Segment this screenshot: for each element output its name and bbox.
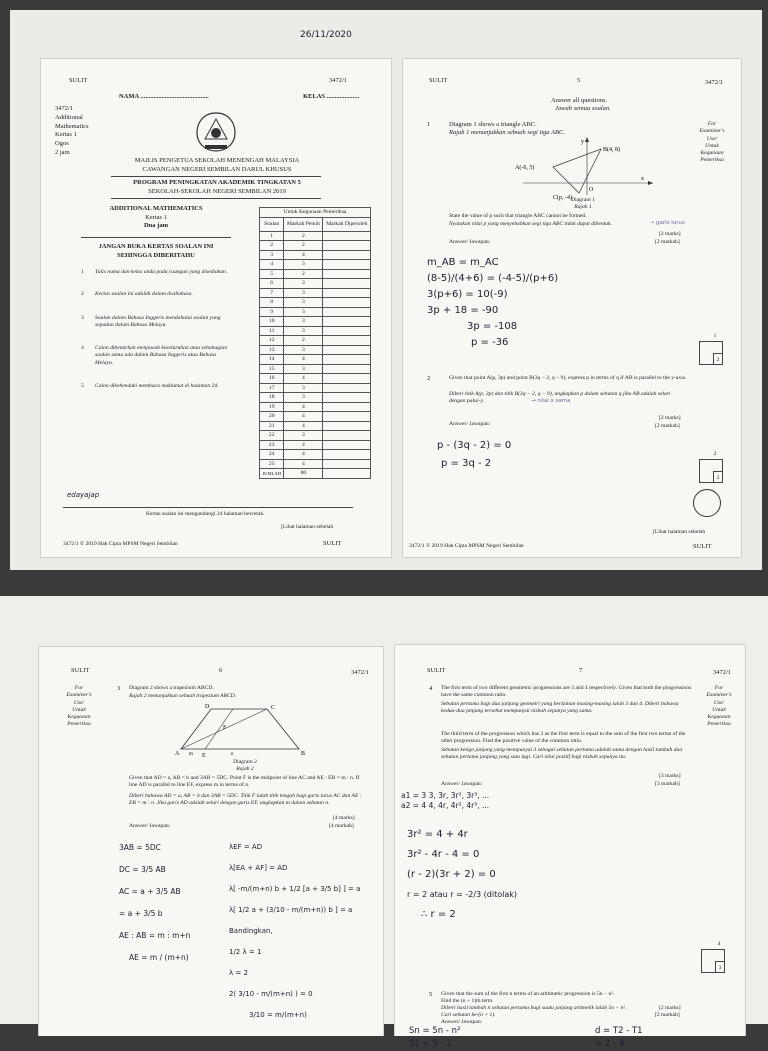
obtained-mark-cell bbox=[323, 459, 371, 469]
answer-label: Answer/ Jawapan: bbox=[441, 1019, 483, 1025]
subject-title: ADDITIONAL MATHEMATICS bbox=[109, 205, 203, 212]
question-number-cell: 25 bbox=[260, 459, 284, 469]
question-number-cell: 8 bbox=[260, 298, 284, 308]
q4-text: The first term of two different geometric progressions are 3 and 4 respectively. Given that both the progressions have the same common ratio. bbox=[441, 685, 692, 699]
obtained-mark-cell bbox=[323, 279, 371, 289]
divider bbox=[81, 237, 231, 238]
point-c-label: C(p, -4) bbox=[553, 195, 572, 201]
q4-working: 3r² = 4 + 4r 3r² - 4r - 4 = 0 (r - 2)(3r + 2) = 0 r = 2 atau r = -2/3 (ditolak) ∴ r = 2 bbox=[407, 829, 517, 920]
question-number: 1 bbox=[427, 121, 431, 128]
full-mark-cell: 4 bbox=[284, 459, 323, 469]
question-number-cell: 24 bbox=[260, 450, 284, 460]
point-f-label: F bbox=[223, 725, 227, 731]
question-number-cell: 5 bbox=[260, 269, 284, 279]
q3-marks: [4 marks] bbox=[333, 815, 355, 821]
obtained-mark-cell bbox=[323, 364, 371, 374]
table-total-label: JUMLAH bbox=[260, 469, 284, 479]
obtained-mark-cell bbox=[323, 431, 371, 441]
question-number-cell: 1 bbox=[260, 231, 284, 241]
question-number-cell: 13 bbox=[260, 345, 284, 355]
obtained-mark-cell bbox=[323, 307, 371, 317]
examiner-use-column: For Examiner's Use/ Untuk Kegunaan Pemeriksa bbox=[699, 121, 725, 164]
q5-text-2: Find the (n + 1)th term. bbox=[441, 998, 494, 1004]
obtained-mark-cell bbox=[323, 250, 371, 260]
axis-x-label: x bbox=[641, 176, 644, 182]
q4-box-number: 4 bbox=[717, 941, 721, 947]
page-5 bbox=[402, 58, 742, 558]
table-row bbox=[260, 317, 371, 327]
page-number: 6 bbox=[219, 667, 223, 674]
ratio-m-label: m bbox=[189, 752, 193, 757]
point-b-label: B(4, 8) bbox=[603, 147, 620, 153]
table-row bbox=[260, 298, 371, 308]
paper-info: 3472/1 Additional Mathematics Kertas 1 Ogos 2 jam bbox=[55, 105, 89, 156]
table-row bbox=[260, 307, 371, 317]
point-e-label: E bbox=[202, 753, 206, 759]
examiner-use-column: For Examiner's Use/ Untuk Kegunaan Pemeriksa bbox=[706, 685, 732, 728]
q1-markah: [2 markah] bbox=[655, 239, 680, 245]
table-row bbox=[260, 440, 371, 450]
copyright: 3472/1 © 2019 Hak Cipta MPSM Negeri Sembilan bbox=[63, 541, 178, 547]
ratio-n-label: n bbox=[231, 752, 234, 757]
full-mark-cell: 3 bbox=[284, 383, 323, 393]
question-number-cell: 16 bbox=[260, 374, 284, 384]
q5-marks: [2 marks] bbox=[659, 1005, 681, 1011]
q3-working-right: λEF = AD λ[EA + AF] = AD λ[ -m/(m+n) b + 1/2 [a + 3/5 b] ] = a λ[ 1/2 a + (3/10 - m/(m+n)) b ] = a Bandingkan, 1/2 λ = 1 λ = 2 2( 3/10 - m/(m+n) ) = 0 3/10 = m/(m+n) bbox=[229, 843, 361, 1019]
sulit-label: SULIT bbox=[323, 540, 342, 547]
question-number: 2 bbox=[427, 375, 431, 382]
q5-working-right: d = T2 - T1 = 2 - 4 bbox=[595, 1026, 643, 1049]
table-row bbox=[260, 260, 371, 270]
col-header: Markah Diperoleh bbox=[323, 217, 371, 231]
obtained-mark-cell bbox=[323, 412, 371, 422]
bottom-scanned-sheet bbox=[0, 596, 768, 1049]
full-mark-cell: 2 bbox=[284, 231, 323, 241]
divider bbox=[111, 176, 321, 177]
kertas-label: Kertas 1 bbox=[145, 214, 167, 221]
q4-text-bm: Sebutan pertama bagi dua janjang geometri yang berlainan masing-masing ialah 3 dan 4. Diberi bahawa kedua-dua janjang tersebut mempunyai nisbah sepunya yang sama. bbox=[441, 701, 679, 715]
examiner-use-column: For Examiner's Use/ Untuk Kegunaan Pemeriksa bbox=[66, 685, 92, 728]
question-number: 5 bbox=[429, 991, 433, 998]
question-number-cell: 22 bbox=[260, 431, 284, 441]
question-number-cell: 3 bbox=[260, 250, 284, 260]
instruction-item: 1 Tulis nama dan kelas anda pada ruangan yang disediakan. bbox=[81, 269, 228, 275]
table-row bbox=[260, 459, 371, 469]
q1-box-number: 1 bbox=[713, 333, 717, 339]
question-number-cell: 17 bbox=[260, 383, 284, 393]
divider bbox=[111, 198, 321, 199]
q3-text: Diagram 2 shows a trapezium ABCD. bbox=[129, 685, 214, 691]
obtained-mark-cell bbox=[323, 374, 371, 384]
full-mark-cell: 4 bbox=[284, 450, 323, 460]
full-mark-cell: 4 bbox=[284, 440, 323, 450]
answer-all: Answer all questions. bbox=[551, 97, 608, 104]
q2-handwritten-note: → nilai x sama bbox=[531, 398, 571, 404]
table-cell bbox=[323, 469, 371, 479]
q3-given-bm: Diberi bahawa AD = a, AB = b dan 3AB = 5DC. Titik F ialah titik tengah bagi garis lurus AC dan AE : EB = m : n. Jika garis AD adalah selari dengan garis EF, ungkapkan m dalam sebutan n. bbox=[129, 793, 362, 807]
paper-code: 3472/1 bbox=[351, 669, 370, 676]
jawab-semua: Jawab semua soalan. bbox=[555, 105, 611, 112]
paper-code: 3472/1 bbox=[713, 669, 732, 676]
q5-markah: [2 markah] bbox=[655, 1012, 680, 1018]
full-mark-cell: 3 bbox=[284, 288, 323, 298]
obtained-mark-cell bbox=[323, 231, 371, 241]
page-number: 7 bbox=[579, 667, 583, 674]
q2-score-mark: 2 bbox=[713, 471, 723, 483]
org-name-2: CAWANGAN NEGERI SEMBILAN DARUL KHUSUS bbox=[142, 166, 292, 173]
duration-label: Dua jam bbox=[143, 222, 168, 229]
sulit-label: SULIT bbox=[427, 667, 446, 674]
full-mark-cell: 2 bbox=[284, 241, 323, 251]
q2-text: Given that point A(p, 3p) and point B(3q − 2, q − 9), express p in terms of q if AB is parallel to the y-axis. bbox=[449, 375, 687, 381]
q2-working: p - (3q - 2) = 0 p = 3q - 2 bbox=[437, 440, 512, 469]
q4-text-2-bm: Sebutan ketiga janjang yang mempunyai 3 sebagai sebutan pertama adalah sama dengan hasil tambah dua sebutan pertama janjang yang satu lagi. Cari nilai positif bagi nisbah sepunya itu. bbox=[441, 747, 683, 761]
signature: edayajap bbox=[67, 491, 100, 499]
q1-instruction: State the value of p such that triangle ABC cannot be formed. bbox=[449, 213, 587, 219]
full-mark-cell: 3 bbox=[284, 317, 323, 327]
divider bbox=[63, 507, 353, 508]
instruction-item: 5 Calon dikehendaki membaca maklumat di halaman 24. bbox=[81, 382, 219, 389]
obtained-mark-cell bbox=[323, 450, 371, 460]
q3-text-bm: Rajah 2 menunjukkan sebuah trapezium ABCD. bbox=[129, 693, 237, 699]
answer-label: Answer/ Jawapan: bbox=[449, 421, 491, 427]
full-mark-cell: 4 bbox=[284, 412, 323, 422]
full-mark-cell: 2 bbox=[284, 336, 323, 346]
table-row bbox=[260, 345, 371, 355]
sulit-label: SULIT bbox=[69, 77, 88, 84]
q1-text-bm: Rajah 1 menunjukkan sebuah segi tiga ABC. bbox=[449, 129, 565, 136]
table-row bbox=[260, 288, 371, 298]
q1-marks: [2 marks] bbox=[659, 231, 681, 237]
q4-marks: [3 marks] bbox=[659, 773, 681, 779]
question-number: 3 bbox=[117, 685, 121, 692]
q1-text: Diagram 1 shows a triangle ABC. bbox=[449, 121, 537, 128]
turn-over-note: [Lihat halaman sebelah bbox=[281, 524, 334, 530]
instruction-list bbox=[81, 269, 231, 390]
table-row bbox=[260, 383, 371, 393]
question-number: 4 bbox=[429, 685, 433, 692]
diagram-caption: Diagram 1 Rajah 1 bbox=[571, 197, 595, 211]
q4-markah: [3 markah] bbox=[655, 781, 680, 787]
vertex-d-label: D bbox=[205, 704, 210, 710]
table-row bbox=[260, 421, 371, 431]
table-row bbox=[260, 450, 371, 460]
table-row bbox=[260, 336, 371, 346]
paper-code: 3472/1 bbox=[329, 77, 348, 84]
obtained-mark-cell bbox=[323, 317, 371, 327]
question-number-cell: 10 bbox=[260, 317, 284, 327]
kelas-field: KELAS .................... bbox=[303, 93, 360, 100]
col-header: Soalan bbox=[260, 217, 284, 231]
question-number-cell: 4 bbox=[260, 260, 284, 270]
obtained-mark-cell bbox=[323, 440, 371, 450]
table-row bbox=[260, 393, 371, 403]
page-count-note: Kertas soalan ini mengandungi 24 halaman bercetak. bbox=[146, 511, 265, 517]
copyright: 3472/1 © 2019 Hak Cipta MPSM Negeri Sembilan bbox=[409, 543, 524, 549]
obtained-mark-cell bbox=[323, 288, 371, 298]
q3-given: Given that AD = a, AB = b and 3AB = 5DC. Point F is the midpoint of line AC and AE : EB = m : n. If line AD is parallel to line EF, express m in terms of n. bbox=[129, 775, 360, 789]
table-total-value: 80 bbox=[284, 469, 323, 479]
table-title: Untuk Kegunaan Pemeriksa bbox=[260, 208, 371, 218]
table-row bbox=[260, 241, 371, 251]
q5-working-left: Sn = 5n - n² S1 = 5 - 1 bbox=[409, 1026, 461, 1049]
full-mark-cell: 4 bbox=[284, 374, 323, 384]
vertex-a-label: A bbox=[175, 751, 180, 757]
turn-over-note: [Lihat halaman sebelah bbox=[653, 529, 706, 535]
obtained-mark-cell bbox=[323, 421, 371, 431]
instruction-item: 2 Kertas soalan ini adalah dalam dwibahasa. bbox=[81, 291, 193, 298]
table-row bbox=[260, 412, 371, 422]
question-number-cell: 14 bbox=[260, 355, 284, 365]
trapezium-diagram bbox=[171, 701, 311, 761]
question-number-cell: 7 bbox=[260, 288, 284, 298]
obtained-mark-cell bbox=[323, 345, 371, 355]
q2-text-bm: Diberi titik A(p, 3p) dan titik B(3q − 2, q − 9), ungkapkan p dalam sebutan q jika AB adalah selari dengan paksi-y. bbox=[449, 391, 671, 405]
full-mark-cell: 4 bbox=[284, 421, 323, 431]
sulit-label: SULIT bbox=[71, 667, 90, 674]
q1-working: m_AB = m_AC (8-5)/(4+6) = (-4-5)/(p+6) 3(p+6) = 10(-9) 3p + 18 = -90 3p = -108 p = -36 bbox=[427, 257, 559, 348]
instruction-item: 4 Calon dibenarkan menjawab keseluruhan atau sebahagian soalan sama ada dalam Bahasa Inggeris atau Bahasa Melayu. bbox=[81, 345, 228, 366]
q1-handwritten-note: • garis lurus bbox=[651, 220, 685, 226]
obtained-mark-cell bbox=[323, 383, 371, 393]
page-number: 5 bbox=[577, 77, 581, 84]
obtained-mark-cell bbox=[323, 269, 371, 279]
question-number-cell: 2 bbox=[260, 241, 284, 251]
program-title: PROGRAM PENINGKATAN AKADEMIK TINGKATAN 5 bbox=[133, 179, 301, 186]
q4-text-2: The third term of the progression which has 3 as the first term is equal to the sum of the first two terms of the other progression. Find the positive value of the common ratio. bbox=[441, 731, 686, 745]
full-mark-cell: 3 bbox=[284, 431, 323, 441]
full-mark-cell: 4 bbox=[284, 250, 323, 260]
vertex-b-label: B bbox=[301, 751, 306, 757]
q3-markah: [4 markah] bbox=[329, 823, 354, 829]
sulit-label: SULIT bbox=[429, 77, 448, 84]
table-row bbox=[260, 364, 371, 374]
question-number-cell: 20 bbox=[260, 412, 284, 422]
page-7 bbox=[394, 644, 746, 1049]
sulit-label: SULIT bbox=[693, 543, 712, 550]
diagram-caption: Diagram 2 Rajah 2 bbox=[233, 759, 257, 773]
axis-y-label: y bbox=[581, 139, 584, 145]
nama-field: NAMA .......................................... bbox=[119, 93, 209, 100]
warning-line-1: JANGAN BUKA KERTAS SOALAN INI bbox=[98, 243, 214, 250]
triangle-diagram bbox=[513, 135, 663, 201]
full-mark-cell: 3 bbox=[284, 393, 323, 403]
full-mark-cell: 2 bbox=[284, 269, 323, 279]
cover-page bbox=[40, 58, 392, 558]
full-mark-cell: 3 bbox=[284, 364, 323, 374]
full-mark-cell: 3 bbox=[284, 260, 323, 270]
full-mark-cell: 3 bbox=[284, 326, 323, 336]
q3-working-left: 3AB = 5DC DC = 3/5 AB AC = a + 3/5 AB = a + 3/5 b AE : AB = m : m+n AE = m / (m+n) bbox=[119, 843, 191, 962]
total-circle bbox=[693, 489, 721, 517]
answer-label: Answer/ Jawapan: bbox=[449, 239, 491, 245]
full-mark-cell: 3 bbox=[284, 298, 323, 308]
obtained-mark-cell bbox=[323, 393, 371, 403]
org-name-1: MAJLIS PENGETUA SEKOLAH MENENGAH MALAYSIA bbox=[134, 157, 300, 164]
obtained-mark-cell bbox=[323, 260, 371, 270]
q1-score-mark: 2 bbox=[713, 353, 723, 365]
question-number-cell: 19 bbox=[260, 402, 284, 412]
warning-line-2: SEHINGGA DIBERITAHU bbox=[117, 252, 195, 259]
point-a-label: A(-6, 5) bbox=[515, 165, 535, 171]
q1-instruction-bm: Nyatakan nilai p yang menyebabkan segi tiga ABC tidak dapat dibentuk. bbox=[449, 221, 612, 227]
full-mark-cell: 4 bbox=[284, 402, 323, 412]
table-row bbox=[260, 269, 371, 279]
q2-marks: [2 marks] bbox=[659, 415, 681, 421]
question-number-cell: 12 bbox=[260, 336, 284, 346]
table-row bbox=[260, 231, 371, 241]
examiner-score-table bbox=[259, 207, 371, 479]
school-crest-icon bbox=[191, 109, 241, 155]
top-scanned-sheet bbox=[10, 10, 762, 570]
table-row bbox=[260, 355, 371, 365]
q2-markah: [2 markah] bbox=[655, 423, 680, 429]
full-mark-cell: 3 bbox=[284, 345, 323, 355]
paper-code: 3472/1 bbox=[705, 79, 724, 86]
question-number-cell: 21 bbox=[260, 421, 284, 431]
question-number-cell: 9 bbox=[260, 307, 284, 317]
obtained-mark-cell bbox=[323, 326, 371, 336]
question-number-cell: 23 bbox=[260, 440, 284, 450]
full-mark-cell: 3 bbox=[284, 307, 323, 317]
q5-text: Given that the sum of the first n terms of an arithmetic progression is 5n − n². bbox=[441, 991, 615, 997]
obtained-mark-cell bbox=[323, 241, 371, 251]
full-mark-cell: 3 bbox=[284, 279, 323, 289]
question-number-cell: 11 bbox=[260, 326, 284, 336]
question-number-cell: 18 bbox=[260, 393, 284, 403]
question-number-cell: 15 bbox=[260, 364, 284, 374]
q4-sequences: a1 = 3 3, 3r, 3r², 3r³, ... a2 = 4 4, 4r, 4r², 4r³, ... bbox=[401, 791, 490, 810]
obtained-mark-cell bbox=[323, 402, 371, 412]
page-6 bbox=[38, 646, 384, 1036]
q5-text-bm: Diberi hasil tambah n sebutan pertama bagi suatu janjang aritmetik ialah 5n − n². bbox=[441, 1005, 627, 1011]
table-row bbox=[260, 250, 371, 260]
full-mark-cell: 4 bbox=[284, 355, 323, 365]
table-row bbox=[260, 374, 371, 384]
obtained-mark-cell bbox=[323, 355, 371, 365]
answer-label: Answer/ Jawapan: bbox=[441, 781, 483, 787]
obtained-mark-cell bbox=[323, 336, 371, 346]
table-row bbox=[260, 326, 371, 336]
vertex-c-label: C bbox=[271, 705, 276, 711]
obtained-mark-cell bbox=[323, 298, 371, 308]
table-row bbox=[260, 402, 371, 412]
answer-label: Answer/ Jawapan: bbox=[129, 823, 171, 829]
table-row bbox=[260, 431, 371, 441]
q5-text-2-bm: Cari sebutan ke-(n + 1). bbox=[441, 1012, 496, 1018]
date-note: 26/11/2020 bbox=[300, 30, 352, 40]
q2-box-number: 2 bbox=[713, 451, 717, 457]
col-header: Markah Penuh bbox=[284, 217, 323, 231]
question-number-cell: 6 bbox=[260, 279, 284, 289]
program-schools: SEKOLAH-SEKOLAH NEGERI SEMBILAN 2019 bbox=[148, 188, 286, 195]
q4-score-mark: 3 bbox=[715, 961, 725, 973]
instruction-item: 3 Soalan dalam Bahasa Inggeris mendahului soalan yang sepadan dalam Bahasa Melayu. bbox=[81, 314, 221, 328]
origin-label: O bbox=[589, 187, 594, 193]
table-row bbox=[260, 279, 371, 289]
